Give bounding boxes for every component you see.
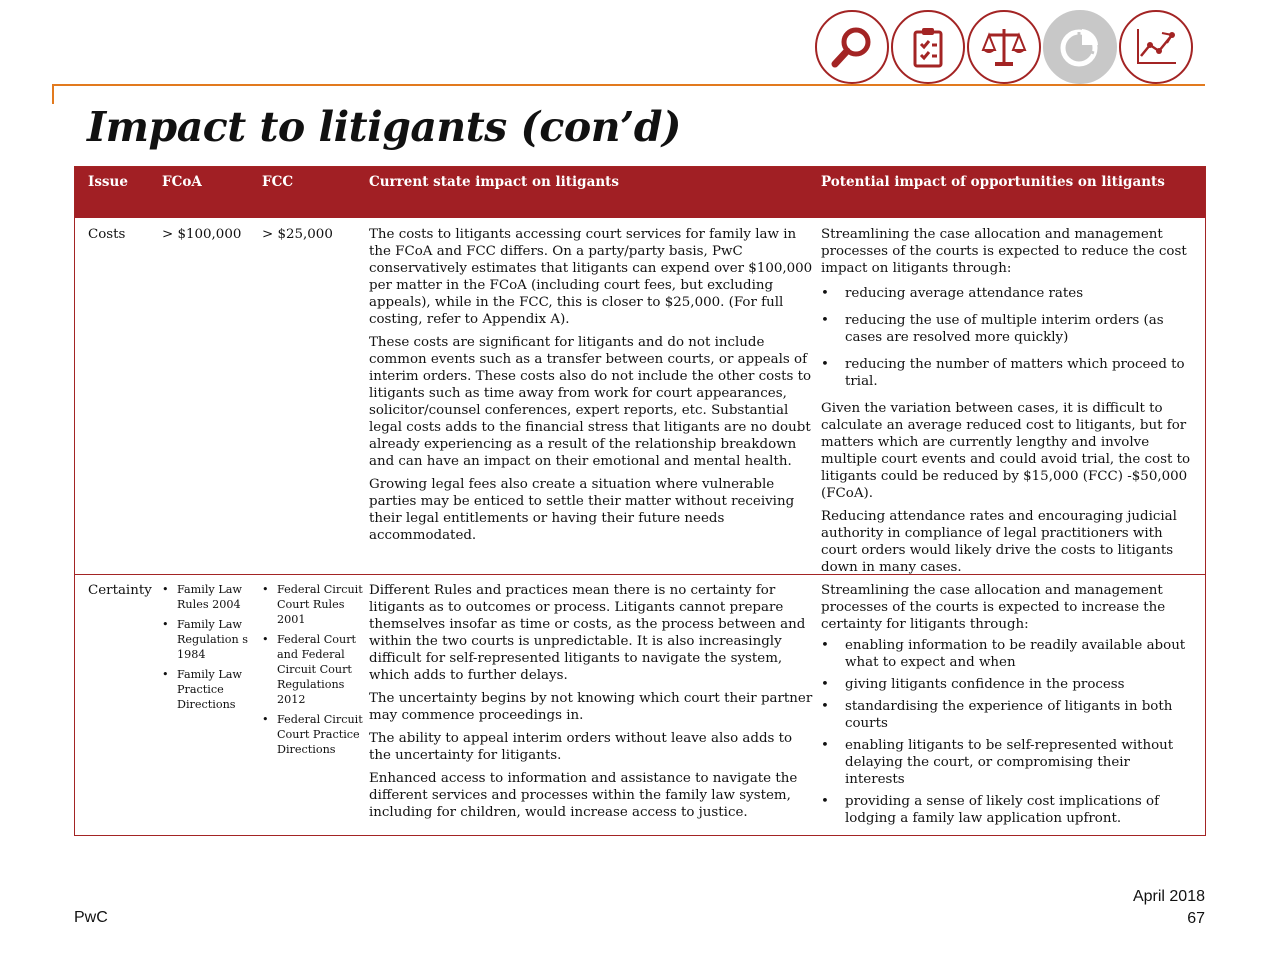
clipboard-checklist-icon[interactable]: [891, 10, 965, 84]
row-potential: [821, 582, 1205, 835]
magnifier-icon[interactable]: [815, 10, 889, 84]
list-item: • reducing the use of multiple interim orders (as cases are resolved more quickly): [821, 312, 1193, 346]
table-header: [75, 167, 1205, 218]
list-item: • providing a sense of likely cost implications of lodging a family law application upfront.: [821, 793, 1193, 827]
list-item: • enabling litigants to be self-represented without delaying the court, or compromising their interests: [821, 737, 1193, 788]
current-paragraph: Growing legal fees also create a situation where vulnerable parties may be enticed to settle their matter without receiving their legal entitlements or having their future needs accommodated.: [369, 477, 795, 543]
potential-list: [821, 285, 1193, 390]
header-issue: Issue: [88, 174, 128, 190]
header-fcoa: FCoA: [162, 174, 202, 190]
row-current: [369, 226, 821, 574]
page-title: Impact to litigants (con’d): [87, 103, 681, 151]
header-fcc: FCC: [262, 174, 294, 190]
fcc-list: [262, 582, 369, 757]
impact-table: [74, 166, 1206, 836]
row-fcc: [262, 582, 369, 835]
potential-intro: Streamlining the case allocation and management processes of the courts is expected to reduce the cost impact on litigants through:: [821, 227, 1187, 276]
row-issue: Costs: [88, 227, 126, 242]
page-number: 67: [1187, 910, 1205, 927]
current-paragraph: These costs are significant for litigants and do not include common events such as a transfer between courts, or appeals of interim orders. These costs also do not include the other costs to litigants such as time away from work for court appearances, solicitor/counsel conferences, expert reports, etc. Substantial legal costs adds to the financial stress that litigants are no doubt already experiencing as a result of the relationship breakdown and can have an impact on their emotional and mental health.: [369, 335, 812, 469]
list-item: • reducing average attendance rates: [821, 285, 1193, 302]
potential-paragraph: Given the variation between cases, it is difficult to calculate an average reduced cost to litigants, but for matters which are currently lengthy and involve multiple court events and could avoid trial, the cost to litigants could be reduced by $15,000 (FCC) -$50,000 (FCoA).: [821, 401, 1191, 501]
list-item: • Federal Circuit Court Rules 2001: [262, 582, 369, 627]
line-chart-icon[interactable]: [1119, 10, 1193, 84]
list-item: • Federal Court and Federal Circuit Court Regulations 2012: [262, 632, 369, 707]
footer-meta: [1133, 886, 1205, 930]
list-item: • Family Law Practice Directions: [162, 667, 262, 712]
row-fcc: > $25,000: [262, 227, 333, 242]
row-potential: [821, 226, 1205, 574]
current-paragraph: Enhanced access to information and assistance to navigate the different services and processes within the family law system, including for children, would increase access to justice.: [369, 771, 798, 820]
potential-paragraph: Reducing attendance rates and encouraging judicial authority in compliance of legal practitioners with court orders would likely drive the costs to litigants down in many cases.: [821, 509, 1177, 575]
fcoa-list: [162, 582, 262, 712]
current-paragraph: The costs to litigants accessing court services for family law in the FCoA and FCC differs. On a party/party basis, PwC conservatively estimates that litigants can expend over $100,000 per matter in the FCoA (including court fees, but excluding appeals), while in the FCC, this is closer to $25,000. (For full costing, refer to Appendix A).: [369, 227, 813, 327]
header-rule-tick: [52, 84, 54, 104]
list-item: • Federal Circuit Court Practice Directions: [262, 712, 369, 757]
header-current: Current state impact on litigants: [369, 174, 619, 190]
list-item: • giving litigants confidence in the process: [821, 676, 1193, 693]
potential-list: [821, 637, 1193, 827]
current-paragraph: The ability to appeal interim orders without leave also adds to the uncertainty for litigants.: [369, 731, 793, 763]
pie-chart-icon[interactable]: [1043, 10, 1117, 84]
potential-intro: Streamlining the case allocation and management processes of the courts is expected to increase the certainty for litigants through:: [821, 583, 1166, 632]
header-rule: [52, 84, 1205, 86]
current-paragraph: Different Rules and practices mean there is no certainty for litigants as to outcomes or process. Litigants cannot prepare themselves insofar as time or costs, as the process between and within the two courts is unpredictable. It is also increasingly difficult for self-represented litigants to navigate the system, which adds to further delays.: [369, 583, 806, 683]
list-item: • enabling information to be readily available about what to expect and when: [821, 637, 1193, 671]
list-item: • reducing the number of matters which proceed to trial.: [821, 356, 1193, 390]
row-fcoa: [162, 582, 262, 835]
row-current: [369, 582, 821, 835]
row-fcoa: > $100,000: [162, 227, 242, 242]
scales-icon[interactable]: [967, 10, 1041, 84]
list-item: • Family Law Regulation s 1984: [162, 617, 262, 662]
header-icons: [815, 10, 1193, 84]
footer-brand: PwC: [74, 909, 108, 926]
row-issue: Certainty: [88, 583, 152, 598]
list-item: • standardising the experience of litigants in both courts: [821, 698, 1193, 732]
header-potential: Potential impact of opportunities on litigants: [821, 174, 1165, 190]
table-row: [75, 218, 1205, 575]
table-row: [75, 575, 1205, 835]
current-paragraph: The uncertainty begins by not knowing which court their partner may commence proceedings in.: [369, 691, 813, 723]
list-item: • Family Law Rules 2004: [162, 582, 262, 612]
footer-date: April 2018: [1132, 888, 1205, 905]
